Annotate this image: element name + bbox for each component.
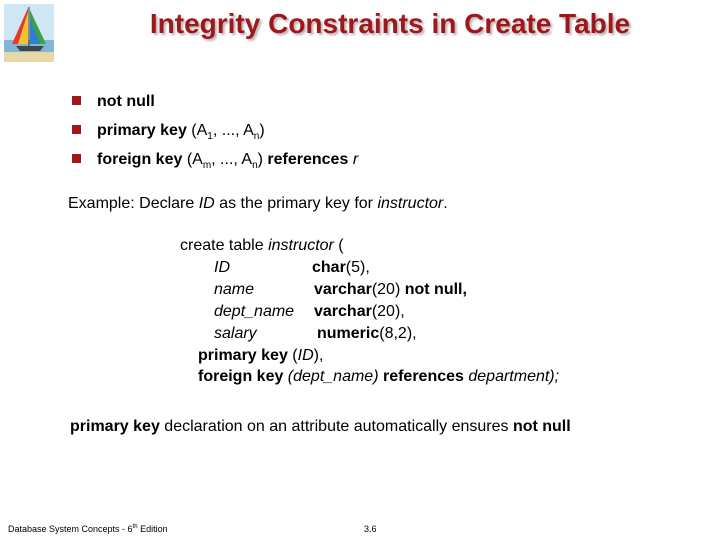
code-row-name [214, 281, 254, 299]
code-create-table [180, 237, 344, 255]
footer-page-number: 3.6 [364, 524, 377, 534]
primary-key-keyword: primary key [97, 122, 187, 139]
square-bullet-icon [72, 96, 81, 105]
attr-type: varchar [314, 303, 372, 320]
create-table-keyword: create table [180, 237, 264, 254]
primary-key-args-open: (A [191, 122, 208, 139]
attr-name: salary [214, 325, 257, 342]
pk-attr: ID [297, 347, 314, 364]
foreign-key-keyword: foreign key [97, 151, 183, 168]
code-row-dept-name [214, 303, 294, 321]
square-bullet-icon [72, 154, 81, 163]
bullet-not-null [72, 93, 155, 111]
note-primary-key: primary key [70, 418, 160, 435]
not-null-text: not null [97, 93, 155, 110]
foreign-key-args-open: (A [186, 151, 203, 168]
example-id: ID [198, 195, 215, 212]
code-row-name-type [314, 281, 467, 299]
references-keyword: references [378, 368, 464, 385]
attr-extra: not null, [400, 281, 467, 298]
foreign-key-sub-m: m [202, 160, 212, 172]
square-bullet-icon [72, 125, 81, 134]
footer-edition-sup: th [132, 524, 138, 530]
attr-args: (5), [345, 259, 370, 276]
attr-name: name [214, 281, 255, 298]
example-line [68, 195, 448, 213]
attr-type: char [312, 259, 346, 276]
code-row-salary [214, 325, 257, 343]
page-title: Integrity Constraints in Create Table [149, 8, 631, 39]
primary-key-sub-n: n [253, 131, 260, 143]
attr-name: ID [214, 259, 230, 276]
code-primary-key [198, 347, 323, 365]
sailboat-icon [4, 4, 54, 62]
attr-args: (20) [371, 281, 401, 298]
code-row-salary-type [317, 325, 417, 343]
references-target: r [352, 151, 359, 168]
footer-book-title [8, 524, 168, 534]
code-row-id [214, 259, 230, 277]
pk-open: ( [287, 347, 298, 364]
example-prefix: Example: Declare [68, 195, 199, 212]
primary-key-args-close: ) [259, 122, 265, 139]
primary-key-args-mid: , ..., A [212, 122, 254, 139]
fk-args: (dept_name) [283, 368, 379, 385]
foreign-key-sub-n: n [252, 160, 258, 172]
foreign-key-args-mid: , ..., A [211, 151, 253, 168]
open-paren: ( [333, 237, 344, 254]
example-middle: as the primary key for [214, 195, 378, 212]
example-suffix: . [443, 195, 448, 212]
note-line [70, 418, 571, 436]
attr-args: (8,2), [379, 325, 417, 342]
attr-type: varchar [314, 281, 372, 298]
foreign-key-keyword: foreign key [198, 368, 284, 385]
attr-name: dept_name [214, 303, 295, 320]
table-name: instructor [268, 237, 334, 254]
attr-type: numeric [317, 325, 380, 342]
foreign-key-args-close: ) [257, 151, 263, 168]
bullet-primary-key [72, 122, 265, 142]
footer-book: Database System Concepts - 6 [8, 524, 133, 534]
pk-close: ), [313, 347, 324, 364]
references-keyword: references [267, 151, 349, 168]
note-not-null: not null [512, 418, 571, 435]
bullet-foreign-key [72, 151, 358, 171]
primary-key-sub-1: 1 [207, 131, 213, 143]
fk-ref-target: department); [463, 368, 560, 385]
code-row-id-type [312, 259, 370, 277]
primary-key-keyword: primary key [198, 347, 288, 364]
note-middle: declaration on an attribute automatically ensures [159, 418, 513, 435]
example-relation: instructor [377, 195, 444, 212]
code-foreign-key [198, 368, 559, 386]
attr-args: (20), [371, 303, 405, 320]
footer-edition-rest: Edition [137, 524, 168, 534]
code-row-dept-name-type [314, 303, 405, 321]
